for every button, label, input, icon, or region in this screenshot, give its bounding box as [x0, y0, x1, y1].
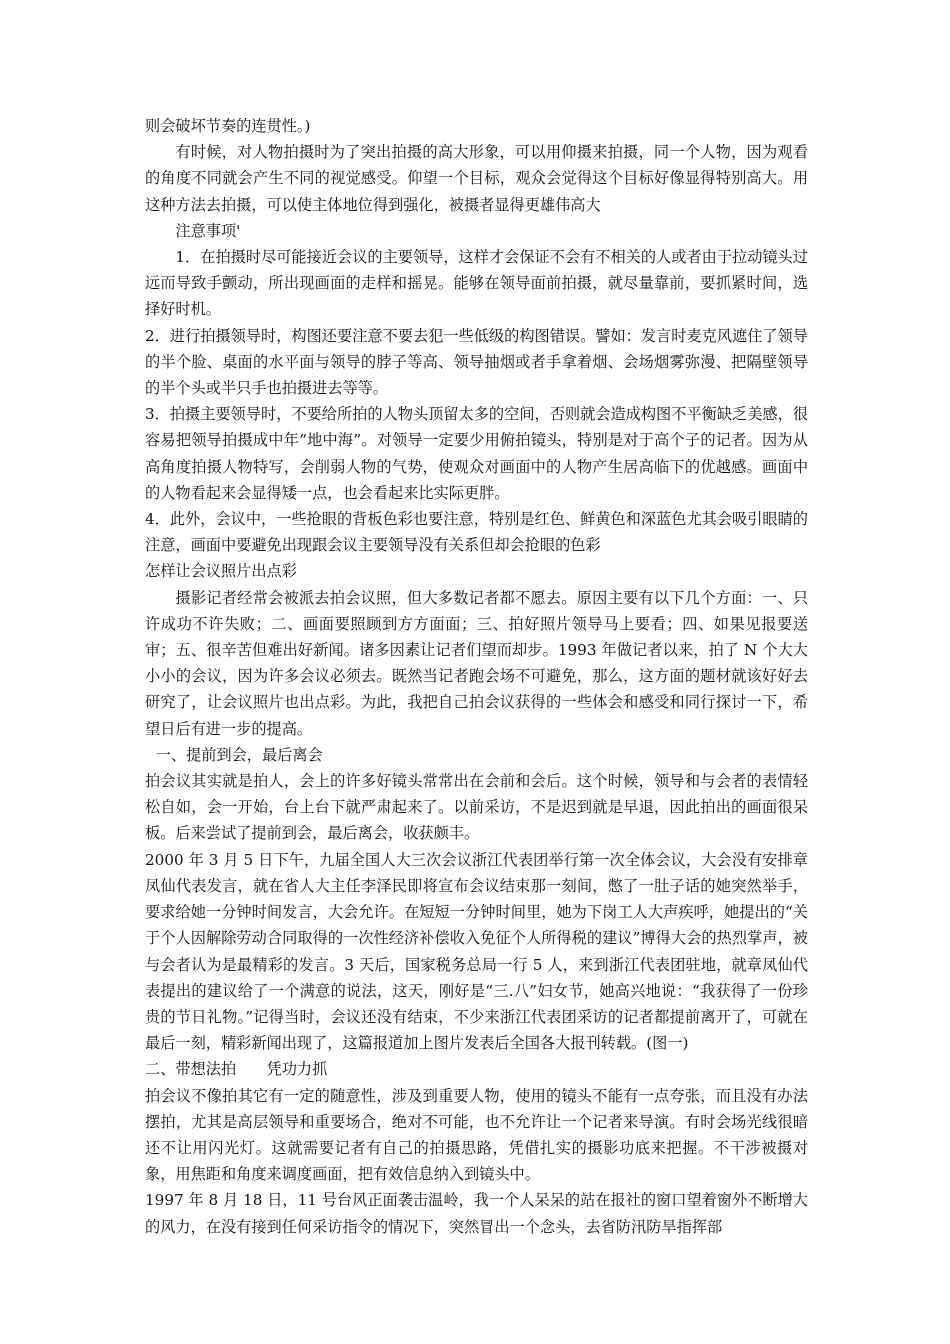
heading-notes: 注意事项': [175, 221, 241, 240]
paragraph-intro: 摄影记者经常会被派去拍会议照，但大多数记者都不愿去。原因主要有以下几个方面：一、只许成功不许失败；二、画面要照顾到方方面面；三、拍好照片领导马上要看；四、如果见报要送审；五、很辛苦但难出好新闻。诸多因素让记者们望而却步。1993 年做记者以来，拍了 N 个大大小小的会议，因为许多会议必须去。既然当记者跑会场不可避免，那么，这方面的题材就该好好去研究了，让会议照片也出点彩。为此，我把自己拍会议获得的一些体会和感受和同行探讨一下，希望日后有进一步的提高。: [145, 588, 808, 738]
paragraph-example-2000: 2000 年 3 月 5 日下午，九届全国人大三次会议浙江代表团举行第一次全体会议，大会没有安排章凤仙代表发言，就在省人大主任李泽民即将宣布会议结束那一刻间，憋了一肚子话的她突然举手，要求给她一分钟时间发言，大会允许。在短短一分钟时间里，她为下岗工人大声疾呼，她提出的“关于个人因解除劳动合同取得的一次性经济补偿收入免征个人所得税的建议”博得大会的热烈掌声，被与会者认为是最精彩的发言。3 天后，国家税务总局一行 5 人，来到浙江代表团驻地，就章凤仙代表提出的建议给了一个满意的说法，这天，刚好是“三.八”妇女节，她高兴地说：“我获得了一份珍贵的节日礼物。”记得当时，会议还没有结束，不少来浙江代表团采访的记者都提前离开了，可就在最后一刻，精彩新闻出现了，这篇报道加上图片发表后全国各大报刊转载。(图一): [145, 850, 808, 1053]
paragraph-low-angle-shooting: 有时候，对人物拍摄时为了突出拍摄的高大形象，可以用仰摄来拍摄，同一个人物，因为观看的角度不同就会产生不同的视觉感受。仰望一个目标，观众会觉得这个目标好像显得特别高大。用这种方法去拍摄，可以使主体地位得到强化，被摄者显得更雄伟高大: [145, 143, 808, 214]
paragraph-meeting-people: 拍会议其实就是拍人，会上的许多好镜头常常出在会前和会后。这个时候，领导和与会者的表情轻松自如，会一开始，台上台下就严肃起来了。以前采访，不是迟到就是早退，因此拍出的画面很呆板。后来尝试了提前到会，最后离会，收获颇丰。: [145, 772, 808, 843]
paragraph-shooting-approach: 拍会议不像拍其它有一定的随意性，涉及到重要人物，使用的镜头不能有一点夸张，而且没有办法摆拍，尤其是高层领导和重要场合，绝对不可能，也不允许让一个记者来导演。有时会场光线很暗还不让用闪光灯。这就需要记者有自己的拍摄思路，凭借扎实的摄影功底来把握。不干涉被摄对象，用焦距和角度来调度画面，把有效信息纳入到镜头中。: [145, 1086, 808, 1184]
document-body: [145, 113, 808, 1240]
section-title: 怎样让会议照片出点彩: [145, 562, 297, 581]
list-item-3: 3．拍摄主要领导时，不要给所拍的人物头顶留太多的空间，否则就会造成构图不平衡缺乏美感，很容易把领导拍摄成中年“地中海”。对领导一定要少用俯拍镜头，特别是对于高个子的记者。因为从高角度拍摄人物特写，会削弱人物的气势，使观众对画面中的人物产生居高临下的优越感。画面中的人物看起来会显得矮一点，也会看起来比实际更胖。: [145, 405, 808, 502]
subheading-shoot-with-ideas: 二、带想法拍 凭功力抓: [145, 1060, 328, 1079]
list-item-2: 2．进行拍摄领导时，构图还要注意不要去犯一些低级的构图错误。譬如：发言时麦克风遮住了领导的半个脸、桌面的水平面与领导的脖子等高、领导抽烟或者手拿着烟、会场烟雾弥漫、把隔壁领导的半个头或半只手也拍摄进去等等。: [145, 326, 808, 398]
subheading-arrive-early: 一、提前到会，最后离会: [155, 745, 323, 764]
paragraph-example-1997: 1997 年 8 月 18 日，11 号台风正面袭击温岭，我一个人呆呆的站在报社的窗口望着窗外不断增大的风力，在没有接到任何采访指令的情况下，突然冒出一个念头，去省防汛防旱指挥部: [145, 1191, 808, 1236]
paragraph-rhythm-continuity: 则会破坏节奏的连贯性。): [145, 117, 311, 135]
list-item-4: 4．此外，会议中，一些抢眼的背板色彩也要注意，特别是红色、鲜黄色和深蓝色尤其会吸引眼睛的注意，画面中要避免出现跟会议主要领导没有关系但却会抢眼的色彩: [145, 510, 808, 555]
list-item-1: 1．在拍摄时尽可能接近会议的主要领导，这样才会保证不会有不相关的人或者由于拉动镜头过远而导致手颤动，所出现画面的走样和摇晃。能够在领导面前拍摄，就尽量靠前，要抓紧时间，选择好时机。: [145, 248, 808, 319]
